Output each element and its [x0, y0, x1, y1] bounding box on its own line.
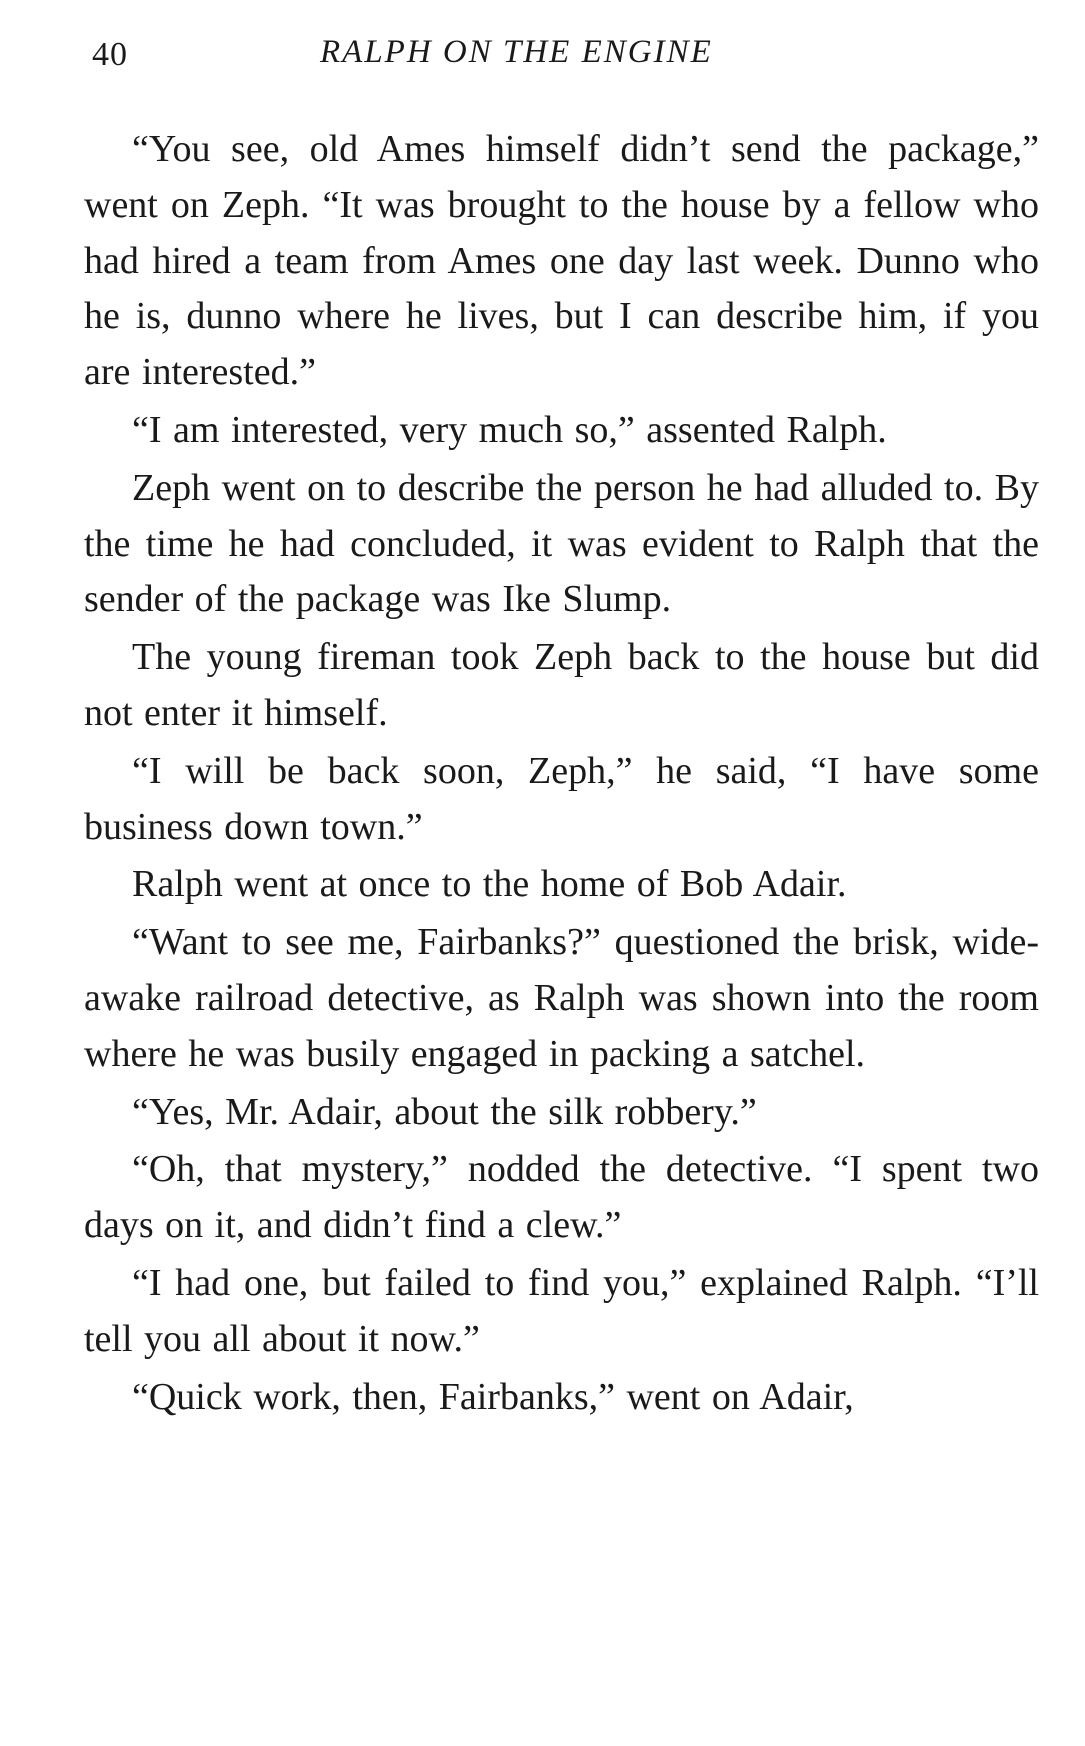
paragraph: Ralph went at once to the home of Bob Adair.: [132, 863, 847, 906]
page-header: [92, 30, 1042, 90]
paragraph: “Yes, Mr. Adair, about the silk robbery.”: [132, 1090, 757, 1133]
paragraph: “I will be back soon, Zeph,” he said, “I have some business down town.”: [84, 749, 1039, 848]
paragraph: Zeph went on to describe the person he had alluded to. By the time he had concluded, it was evident to Ralph that the sender of the package was Ike Slump.: [84, 466, 1039, 621]
running-title: RALPH ON THE ENGINE: [320, 34, 713, 70]
paragraph: “Oh, that mystery,” nodded the detective. “I spent two days on it, and didn’t find a clew.”: [84, 1148, 1039, 1247]
paragraph: “I am interested, very much so,” assented Ralph.: [132, 408, 887, 451]
paragraph: “Quick work, then, Fairbanks,” went on Adair,: [132, 1375, 854, 1418]
paragraph: “I had one, but failed to find you,” explained Ralph. “I’ll tell you all about it now.”: [84, 1261, 1039, 1360]
page-number: 40: [92, 36, 128, 73]
text-body: [84, 122, 1039, 1425]
paragraph: “You see, old Ames himself didn’t send the package,” went on Zeph. “It was brought to the house by a fellow who had hired a team from Ames one day last week. Dunno who he is, dunno where he lives, but I can describe him, if you are interested.”: [84, 128, 1039, 394]
paragraph: The young fireman took Zeph back to the house but did not enter it himself.: [84, 636, 1039, 734]
paragraph: “Want to see me, Fairbanks?” questioned the brisk, wide-awake railroad detective, as Ralph was shown into the room where he was busily engaged in packing a satchel.: [84, 921, 1039, 1075]
